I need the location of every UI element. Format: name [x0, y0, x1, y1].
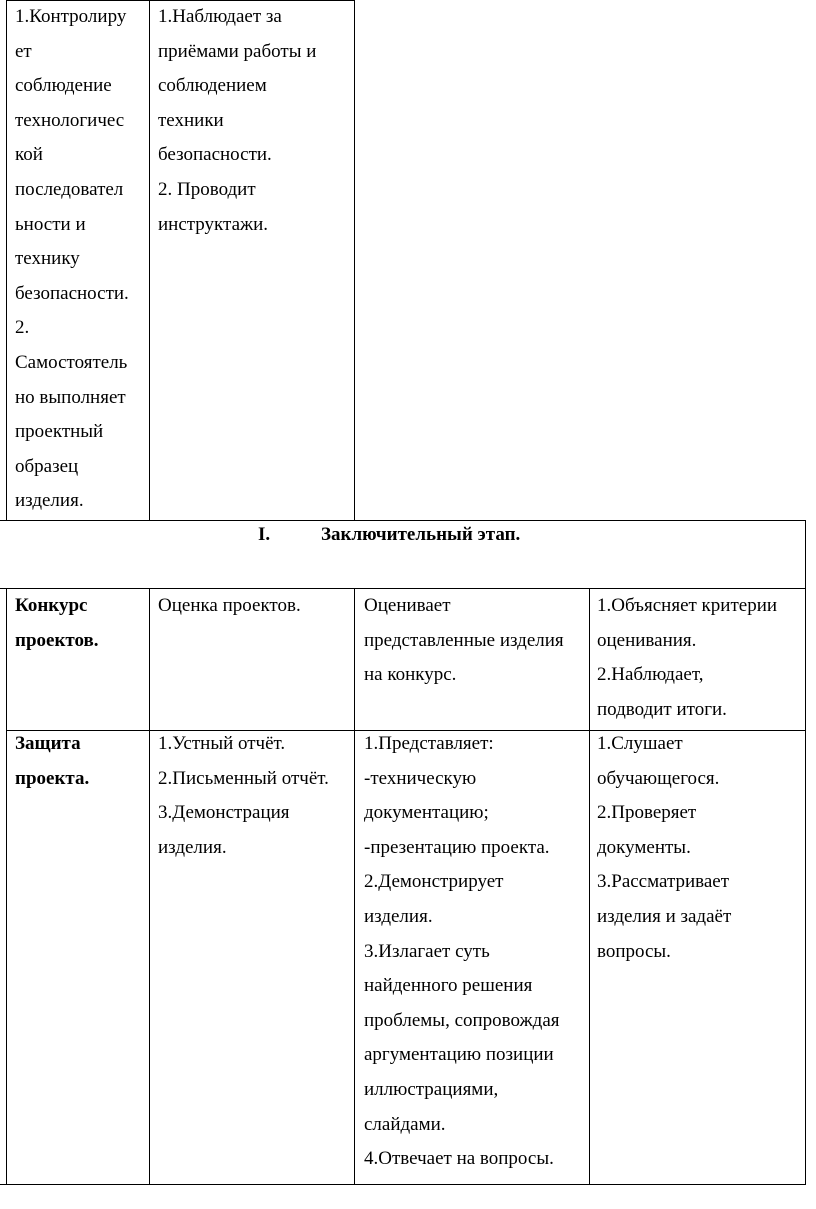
text-line: подводит итоги. — [597, 698, 727, 720]
row1-content-cell — [158, 589, 301, 624]
text-line: на конкурс. — [364, 664, 457, 686]
text-line: аргументацию позиции — [364, 1044, 554, 1066]
text-line: слайдами. — [364, 1113, 446, 1135]
text-line: проблемы, сопровождая — [364, 1009, 560, 1031]
column-divider-3 — [589, 588, 590, 1185]
text-line: 1.Слушает — [597, 733, 683, 754]
row2-content-cell — [158, 727, 329, 865]
text-line: Конкурс — [15, 595, 88, 616]
text-line: Защита — [15, 733, 81, 754]
column-divider-2 — [354, 588, 355, 1185]
top-left-cell — [15, 0, 129, 519]
text-line: кой — [15, 144, 43, 166]
stage-number: I. — [258, 524, 271, 545]
text-line: изделия. — [15, 490, 84, 512]
text-line: 1.Устный отчёт. — [158, 733, 286, 754]
column-divider-1 — [149, 588, 150, 1185]
text-line: изделия. — [364, 905, 433, 927]
row2-student-cell — [364, 727, 560, 1177]
row1-teacher-cell — [597, 589, 777, 727]
text-line: 1.Представляет: — [364, 733, 494, 754]
row2-teacher-cell — [597, 727, 731, 969]
text-line: технологичес — [15, 109, 125, 131]
text-line: документацию; — [364, 802, 489, 824]
text-line: соблюдением — [158, 75, 267, 97]
text-line: инструктажи. — [158, 213, 269, 235]
text-line: 2.Наблюдает, — [597, 664, 704, 686]
text-line: 1.Наблюдает за — [158, 6, 282, 27]
row1-name-cell — [15, 589, 99, 658]
table-border-left-top — [6, 0, 7, 520]
column-divider-top-2 — [354, 0, 355, 520]
text-line: безопасности. — [158, 144, 272, 166]
text-line: изделия и задаёт — [597, 905, 732, 927]
table-border-bottom — [0, 1184, 806, 1185]
stage-row-top-border — [0, 520, 806, 521]
text-line: образец — [15, 455, 79, 477]
text-line: 1.Объясняет критерии — [597, 595, 778, 616]
text-line: ьности и — [15, 213, 86, 235]
text-line: -техническую — [364, 767, 477, 789]
text-line: 3.Излагает суть — [364, 940, 490, 962]
text-line: ет — [15, 40, 32, 62]
row1-student-cell — [364, 589, 564, 693]
text-line: но выполняет — [15, 386, 126, 408]
text-line: представленные изделия — [364, 629, 564, 651]
text-line: обучающегося. — [597, 767, 720, 789]
column-divider-top-1 — [149, 0, 150, 520]
text-line: проекта. — [15, 767, 90, 789]
text-line: приёмами работы и — [158, 40, 317, 62]
text-line: 2.Проверяет — [597, 802, 697, 824]
text-line: технику — [15, 248, 80, 270]
table-border-left-bottom — [6, 588, 7, 1185]
row2-name-cell — [15, 727, 89, 796]
text-line: 2. Проводит — [158, 178, 256, 200]
text-line: соблюдение — [15, 75, 112, 97]
table-border-right — [805, 520, 806, 1185]
text-line: оценивания. — [597, 629, 697, 651]
text-line: 1.Контролиру — [15, 6, 127, 27]
text-line: Оценивает — [364, 595, 451, 616]
text-line: проектов. — [15, 629, 99, 651]
text-line: изделия. — [158, 836, 227, 858]
text-line: найденного решения — [364, 975, 533, 997]
text-line: 3.Рассматривает — [597, 871, 730, 893]
stage-title: Заключительный этап. — [321, 524, 521, 545]
top-right-cell — [158, 0, 316, 242]
text-line: 3.Демонстрация — [158, 802, 290, 824]
text-line: 2.Демонстрирует — [364, 871, 504, 893]
text-line: последовател — [15, 178, 124, 200]
text-line: проектный — [15, 421, 104, 443]
text-line: иллюстрациями, — [364, 1078, 499, 1100]
text-line: техники — [158, 109, 224, 131]
text-line: 2. — [15, 317, 30, 339]
text-line: документы. — [597, 836, 691, 858]
text-line: безопасности. — [15, 282, 129, 304]
text-line: вопросы. — [597, 940, 671, 962]
text-line: -презентацию проекта. — [364, 836, 550, 858]
text-line: 2.Письменный отчёт. — [158, 767, 329, 789]
text-line: Оценка проектов. — [158, 595, 301, 616]
text-line: Самостоятель — [15, 351, 128, 373]
text-line: 4.Отвечает на вопросы. — [364, 1148, 554, 1170]
